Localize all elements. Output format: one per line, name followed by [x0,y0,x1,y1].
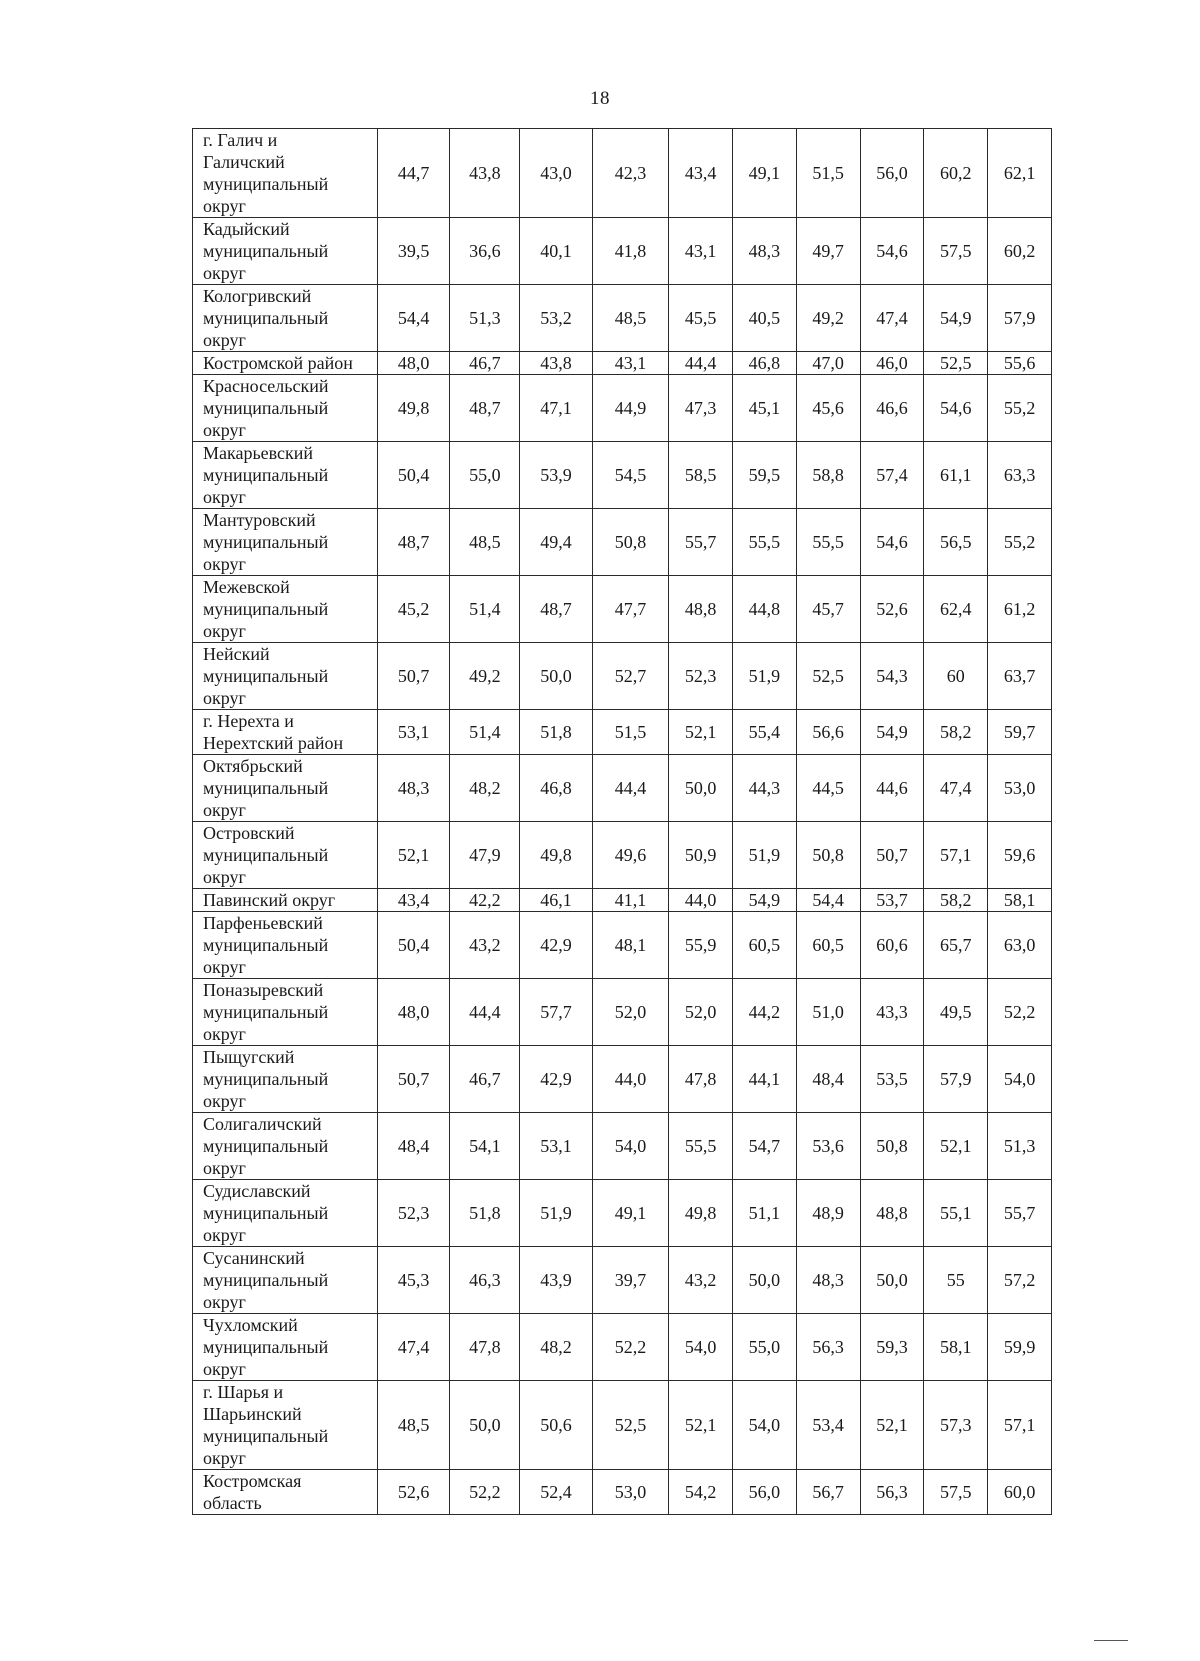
row-label: Макарьевский муниципальный округ [193,442,378,509]
table-cell: 52,4 [520,1470,592,1515]
table-cell: 58,2 [924,710,988,755]
table-cell: 60 [924,643,988,710]
table-cell: 47,4 [860,285,924,352]
table-cell: 54,0 [669,1314,733,1381]
table-cell: 50,4 [377,442,449,509]
table-cell: 48,2 [450,755,520,822]
table-cell: 44,4 [669,352,733,375]
table-body [193,129,1052,1515]
table-cell: 55,5 [669,1113,733,1180]
table-row [193,710,1052,755]
table-cell: 57,9 [924,1046,988,1113]
table-cell: 60,5 [796,912,860,979]
table-cell: 56,6 [796,710,860,755]
table-cell: 50,0 [450,1381,520,1470]
table-cell: 55,5 [796,509,860,576]
table-row [193,1314,1052,1381]
table-cell: 52,5 [924,352,988,375]
table-row [193,1247,1052,1314]
table-cell: 43,8 [450,129,520,218]
table-cell: 55,2 [988,375,1052,442]
table-cell: 40,5 [733,285,797,352]
table-cell: 58,1 [988,889,1052,912]
table-cell: 52,1 [924,1113,988,1180]
row-label: Кологривский муниципальный округ [193,285,378,352]
table-cell: 57,1 [924,822,988,889]
table-cell: 52,2 [450,1470,520,1515]
page-number: 18 [590,88,610,109]
table-cell: 47,4 [924,755,988,822]
table-row [193,979,1052,1046]
row-label: г. Нерехта и Нерехтский район [193,710,378,755]
table-cell: 54,7 [733,1113,797,1180]
table-cell: 45,1 [733,375,797,442]
table-cell: 45,2 [377,576,449,643]
table-cell: 57,4 [860,442,924,509]
table-cell: 58,5 [669,442,733,509]
table-cell: 59,6 [988,822,1052,889]
table-cell: 44,7 [377,129,449,218]
table-row [193,352,1052,375]
table-cell: 45,6 [796,375,860,442]
table-cell: 48,5 [450,509,520,576]
table-cell: 46,7 [450,1046,520,1113]
table-cell: 43,9 [520,1247,592,1314]
table-cell: 51,8 [450,1180,520,1247]
table-cell: 58,8 [796,442,860,509]
table-cell: 48,5 [377,1381,449,1470]
table-cell: 50,8 [860,1113,924,1180]
row-label: Парфеньевский муниципальный округ [193,912,378,979]
row-label: Пыщугский муниципальный округ [193,1046,378,1113]
table-cell: 46,6 [860,375,924,442]
table-cell: 55,0 [450,442,520,509]
table-cell: 51,0 [796,979,860,1046]
table-cell: 44,4 [450,979,520,1046]
table-cell: 55,7 [669,509,733,576]
table-cell: 47,1 [520,375,592,442]
table-cell: 57,1 [988,1381,1052,1470]
table-cell: 42,3 [592,129,669,218]
table-cell: 51,3 [988,1113,1052,1180]
table-cell: 51,4 [450,576,520,643]
table-cell: 63,0 [988,912,1052,979]
table-cell: 41,8 [592,218,669,285]
table-row [193,576,1052,643]
table-cell: 36,6 [450,218,520,285]
table-cell: 51,9 [733,822,797,889]
table-cell: 54,9 [733,889,797,912]
table-cell: 54,4 [796,889,860,912]
table-cell: 54,6 [860,509,924,576]
table-cell: 56,5 [924,509,988,576]
table-cell: 52,5 [592,1381,669,1470]
table-cell: 57,3 [924,1381,988,1470]
table-cell: 42,9 [520,1046,592,1113]
table-cell: 44,0 [592,1046,669,1113]
table-cell: 53,7 [860,889,924,912]
table-cell: 43,8 [520,352,592,375]
table-cell: 43,0 [520,129,592,218]
table-row [193,509,1052,576]
table-cell: 54,6 [860,218,924,285]
table-cell: 48,4 [377,1113,449,1180]
table-cell: 61,1 [924,442,988,509]
table-cell: 52,6 [377,1470,449,1515]
table-cell: 44,5 [796,755,860,822]
row-label: Павинский округ [193,889,378,912]
table-cell: 47,4 [377,1314,449,1381]
row-label: Солигаличский муниципальный округ [193,1113,378,1180]
row-label: Островский муниципальный округ [193,822,378,889]
table-cell: 50,0 [733,1247,797,1314]
row-label: Судиславский муниципальный округ [193,1180,378,1247]
table-row [193,442,1052,509]
table-cell: 48,2 [520,1314,592,1381]
table-cell: 44,4 [592,755,669,822]
table-cell: 52,7 [592,643,669,710]
table-cell: 54,5 [592,442,669,509]
table-cell: 47,9 [450,822,520,889]
table-cell: 52,2 [988,979,1052,1046]
table-row [193,1180,1052,1247]
row-label: Костромской район [193,352,378,375]
row-label: Костромская область [193,1470,378,1515]
table-cell: 53,0 [988,755,1052,822]
table-cell: 48,3 [796,1247,860,1314]
table-cell: 49,8 [669,1180,733,1247]
row-label: Чухломский муниципальный округ [193,1314,378,1381]
table-cell: 42,2 [450,889,520,912]
table-cell: 59,3 [860,1314,924,1381]
table-cell: 49,5 [924,979,988,1046]
table-cell: 48,3 [377,755,449,822]
table-cell: 52,1 [860,1381,924,1470]
table-cell: 46,8 [520,755,592,822]
row-label: Межевской муниципальный округ [193,576,378,643]
table-cell: 57,5 [924,1470,988,1515]
table-cell: 55,7 [988,1180,1052,1247]
table-cell: 49,1 [592,1180,669,1247]
table-cell: 54,3 [860,643,924,710]
table-cell: 54,2 [669,1470,733,1515]
row-label: г. Галич и Галичский муниципальный округ [193,129,378,218]
table-cell: 58,1 [924,1314,988,1381]
table-cell: 49,8 [377,375,449,442]
table-cell: 47,8 [450,1314,520,1381]
table-cell: 62,4 [924,576,988,643]
table-cell: 43,3 [860,979,924,1046]
table-cell: 44,6 [860,755,924,822]
table-cell: 65,7 [924,912,988,979]
table-cell: 60,0 [988,1470,1052,1515]
table-row [193,755,1052,822]
table-cell: 43,2 [450,912,520,979]
table-cell: 55,2 [988,509,1052,576]
table-cell: 54,0 [988,1046,1052,1113]
table-cell: 50,4 [377,912,449,979]
table-cell: 55,1 [924,1180,988,1247]
table-cell: 54,1 [450,1113,520,1180]
table-cell: 52,0 [669,979,733,1046]
table-cell: 48,9 [796,1180,860,1247]
table-cell: 43,4 [669,129,733,218]
table-cell: 48,7 [377,509,449,576]
table-cell: 45,3 [377,1247,449,1314]
table-cell: 58,2 [924,889,988,912]
table-cell: 51,5 [796,129,860,218]
table-cell: 52,1 [377,822,449,889]
table-cell: 44,0 [669,889,733,912]
table-cell: 59,7 [988,710,1052,755]
table-row [193,912,1052,979]
table-cell: 53,5 [860,1046,924,1113]
table-cell: 51,9 [733,643,797,710]
table-row [193,1470,1052,1515]
table-cell: 63,3 [988,442,1052,509]
table-cell: 41,1 [592,889,669,912]
table-cell: 55,9 [669,912,733,979]
table-cell: 46,3 [450,1247,520,1314]
table-cell: 39,5 [377,218,449,285]
table-cell: 48,8 [669,576,733,643]
table-cell: 46,0 [860,352,924,375]
table-cell: 55 [924,1247,988,1314]
table-cell: 51,3 [450,285,520,352]
table-cell: 60,6 [860,912,924,979]
table-cell: 52,3 [377,1180,449,1247]
table-cell: 50,8 [796,822,860,889]
table-cell: 46,7 [450,352,520,375]
table-row [193,1046,1052,1113]
table-row [193,285,1052,352]
table-cell: 54,9 [924,285,988,352]
table-cell: 63,7 [988,643,1052,710]
table-cell: 50,0 [860,1247,924,1314]
table-cell: 49,1 [733,129,797,218]
table-cell: 52,0 [592,979,669,1046]
table-cell: 50,7 [377,1046,449,1113]
table-cell: 55,5 [733,509,797,576]
table-cell: 48,0 [377,979,449,1046]
table-cell: 55,4 [733,710,797,755]
table-cell: 44,2 [733,979,797,1046]
row-label: г. Шарья и Шарьинский муниципальный округ [193,1381,378,1470]
table-cell: 50,0 [669,755,733,822]
table-cell: 57,9 [988,285,1052,352]
table-cell: 60,2 [924,129,988,218]
table-cell: 54,0 [592,1113,669,1180]
table-cell: 53,4 [796,1381,860,1470]
table-cell: 49,7 [796,218,860,285]
table-cell: 44,8 [733,576,797,643]
row-label: Нейский муниципальный округ [193,643,378,710]
table-cell: 57,2 [988,1247,1052,1314]
table-cell: 48,3 [733,218,797,285]
table-cell: 53,1 [377,710,449,755]
table-cell: 50,7 [377,643,449,710]
table-cell: 39,7 [592,1247,669,1314]
table-cell: 51,9 [520,1180,592,1247]
table-cell: 47,8 [669,1046,733,1113]
table-cell: 52,1 [669,1381,733,1470]
table-cell: 51,1 [733,1180,797,1247]
table-cell: 44,1 [733,1046,797,1113]
table-cell: 54,6 [924,375,988,442]
table-cell: 48,5 [592,285,669,352]
table-cell: 57,7 [520,979,592,1046]
table-cell: 62,1 [988,129,1052,218]
table-cell: 52,1 [669,710,733,755]
table-cell: 49,6 [592,822,669,889]
row-label: Мантуровский муниципальный округ [193,509,378,576]
table-cell: 61,2 [988,576,1052,643]
table-cell: 55,0 [733,1314,797,1381]
table-cell: 59,9 [988,1314,1052,1381]
table-cell: 60,2 [988,218,1052,285]
row-label: Сусанинский муниципальный округ [193,1247,378,1314]
table-cell: 42,9 [520,912,592,979]
table-cell: 48,0 [377,352,449,375]
table-cell: 44,3 [733,755,797,822]
table-cell: 54,9 [860,710,924,755]
table-cell: 48,4 [796,1046,860,1113]
table-cell: 56,0 [733,1470,797,1515]
table-cell: 54,4 [377,285,449,352]
table-cell: 56,3 [860,1470,924,1515]
table-cell: 45,7 [796,576,860,643]
table-cell: 55,6 [988,352,1052,375]
table-cell: 50,9 [669,822,733,889]
table-row [193,889,1052,912]
table-cell: 50,7 [860,822,924,889]
table-cell: 46,1 [520,889,592,912]
table-cell: 43,4 [377,889,449,912]
table-cell: 47,3 [669,375,733,442]
statistics-table [192,128,1052,1515]
table-cell: 59,5 [733,442,797,509]
table-cell: 43,1 [669,218,733,285]
table-cell: 52,6 [860,576,924,643]
row-label: Октябрьский муниципальный округ [193,755,378,822]
table-cell: 50,6 [520,1381,592,1470]
table-cell: 47,7 [592,576,669,643]
table-cell: 50,8 [592,509,669,576]
table-cell: 53,6 [796,1113,860,1180]
footer-mark [1094,1640,1128,1641]
table-cell: 52,3 [669,643,733,710]
table-cell: 47,0 [796,352,860,375]
table-cell: 53,0 [592,1470,669,1515]
table-cell: 40,1 [520,218,592,285]
table-cell: 49,4 [520,509,592,576]
table-cell: 60,5 [733,912,797,979]
table-row [193,1381,1052,1470]
table-row [193,129,1052,218]
table-cell: 57,5 [924,218,988,285]
row-label: Кадыйский муниципальный округ [193,218,378,285]
table-cell: 52,5 [796,643,860,710]
table-row [193,218,1052,285]
table-row [193,643,1052,710]
table-cell: 51,5 [592,710,669,755]
table-cell: 56,3 [796,1314,860,1381]
table-cell: 50,0 [520,643,592,710]
table-cell: 52,2 [592,1314,669,1381]
table-cell: 51,4 [450,710,520,755]
table-cell: 43,1 [592,352,669,375]
table-cell: 48,8 [860,1180,924,1247]
table-row [193,375,1052,442]
table-cell: 53,2 [520,285,592,352]
table-cell: 49,2 [450,643,520,710]
table-cell: 43,2 [669,1247,733,1314]
table-cell: 44,9 [592,375,669,442]
table-cell: 49,8 [520,822,592,889]
table-cell: 45,5 [669,285,733,352]
table-row [193,822,1052,889]
table-cell: 51,8 [520,710,592,755]
row-label: Поназыревский муниципальный округ [193,979,378,1046]
table-cell: 49,2 [796,285,860,352]
table-cell: 56,0 [860,129,924,218]
table-cell: 48,7 [520,576,592,643]
table-cell: 54,0 [733,1381,797,1470]
table-cell: 53,1 [520,1113,592,1180]
table-row [193,1113,1052,1180]
table-cell: 48,7 [450,375,520,442]
table-cell: 56,7 [796,1470,860,1515]
table-cell: 53,9 [520,442,592,509]
table-cell: 48,1 [592,912,669,979]
row-label: Красносельский муниципальный округ [193,375,378,442]
table-cell: 46,8 [733,352,797,375]
